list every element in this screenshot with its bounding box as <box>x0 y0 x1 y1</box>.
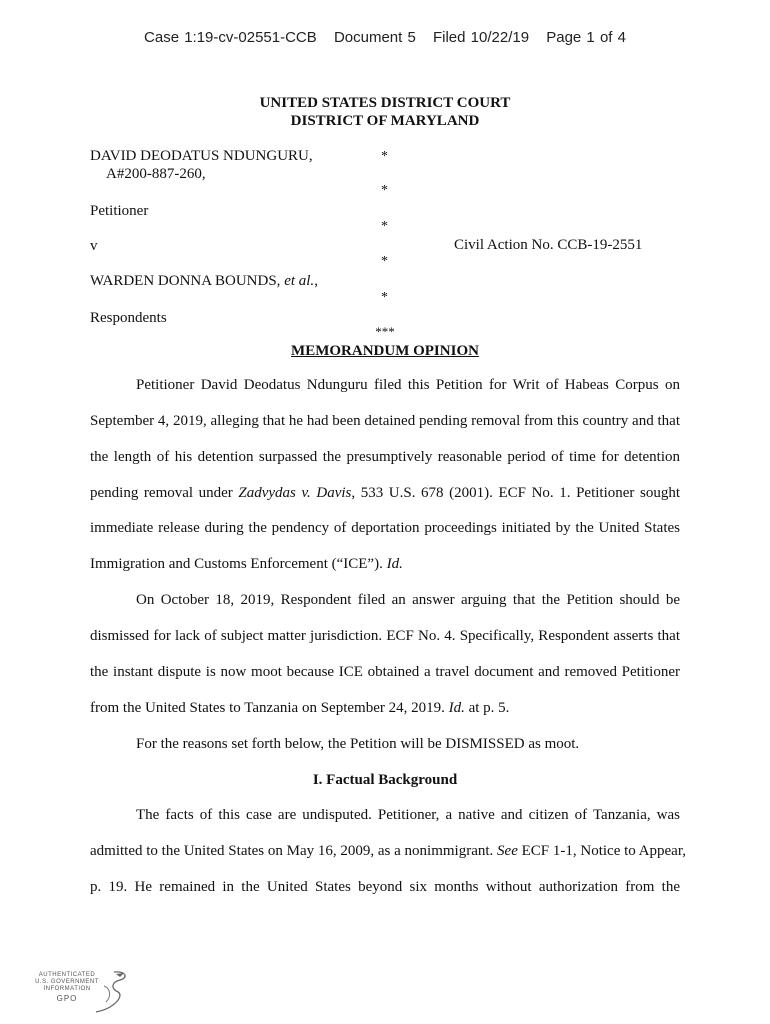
body-line: from the United States to Tanzania on September 24, 2019. Id. at p. 5. <box>90 700 510 716</box>
body-line: dismissed for lack of subject matter jurisdiction. ECF No. 4. Specifically, Respondent asserts that <box>90 628 680 644</box>
caption-divider: *** <box>375 324 395 339</box>
petitioner-name: DAVID DEODATUS NDUNGURU, <box>90 148 313 164</box>
gpo-authentication-seal: AUTHENTICATED U.S. GOVERNMENT INFORMATION GPO <box>32 968 132 1018</box>
body-line: immediate release during the pendency of deportation proceedings initiated by the United States <box>90 520 680 536</box>
filing-header <box>0 29 770 46</box>
court-name: UNITED STATES DISTRICT COURT <box>259 95 511 111</box>
alien-number: A#200-887-260, <box>106 166 206 182</box>
versus: v <box>90 238 98 254</box>
case-number: Case 1:19-cv-02551-CCB <box>144 29 317 46</box>
document-title: MEMORANDUM OPINION <box>291 343 479 359</box>
caption-star: * <box>381 219 388 234</box>
court-district: DISTRICT OF MARYLAND <box>290 113 480 129</box>
body-line: pending removal under Zadvydas v. Davis, 533 U.S. 678 (2001). ECF No. 1. Petitioner sought <box>90 485 680 501</box>
caption-star: * <box>381 149 388 164</box>
caption-star: * <box>381 290 388 305</box>
civil-action-number: Civil Action No. CCB-19-2551 <box>454 237 643 253</box>
body-line: The facts of this case are undisputed. Petitioner, a native and citizen of Tanzania, was <box>136 807 680 823</box>
respondent-name: WARDEN DONNA BOUNDS, et al., <box>90 273 318 289</box>
body-line: admitted to the United States on May 16, 2009, as a nonimmigrant. See ECF 1-1, Notice to Appear, <box>90 843 686 859</box>
caption-star: * <box>381 254 388 269</box>
body-line: Immigration and Customs Enforcement (“ICE”). Id. <box>90 556 403 572</box>
caption-star: * <box>381 183 388 198</box>
body-line: the length of his detention surpassed the presumptively reasonable period of time for detention <box>90 449 680 465</box>
court-heading <box>0 94 770 130</box>
document-number: Document 5 <box>333 29 416 46</box>
body-line: On October 18, 2019, Respondent filed an answer arguing that the Petition should be <box>136 592 680 608</box>
page-number: Page 1 of 4 <box>546 29 626 46</box>
body-line: the instant dispute is now moot because ICE obtained a travel document and removed Petitioner <box>90 664 680 680</box>
respondent-label: Respondents <box>90 310 167 326</box>
case-citation: Zadvydas v. Davis <box>238 485 352 501</box>
petitioner-label: Petitioner <box>90 203 149 219</box>
body-line: September 4, 2019, alleging that he had been detained pending removal from this country and that <box>90 413 680 429</box>
filed-date: Filed 10/22/19 <box>432 29 530 46</box>
section-heading: I. Factual Background <box>312 772 458 788</box>
body-line: p. 19. He remained in the United States beyond six months without authorization from the <box>90 879 680 895</box>
eagle-icon <box>32 968 132 1018</box>
body-line: For the reasons set forth below, the Petition will be DISMISSED as moot. <box>136 736 580 752</box>
body-line: Petitioner David Deodatus Ndunguru filed this Petition for Writ of Habeas Corpus on <box>136 377 680 393</box>
